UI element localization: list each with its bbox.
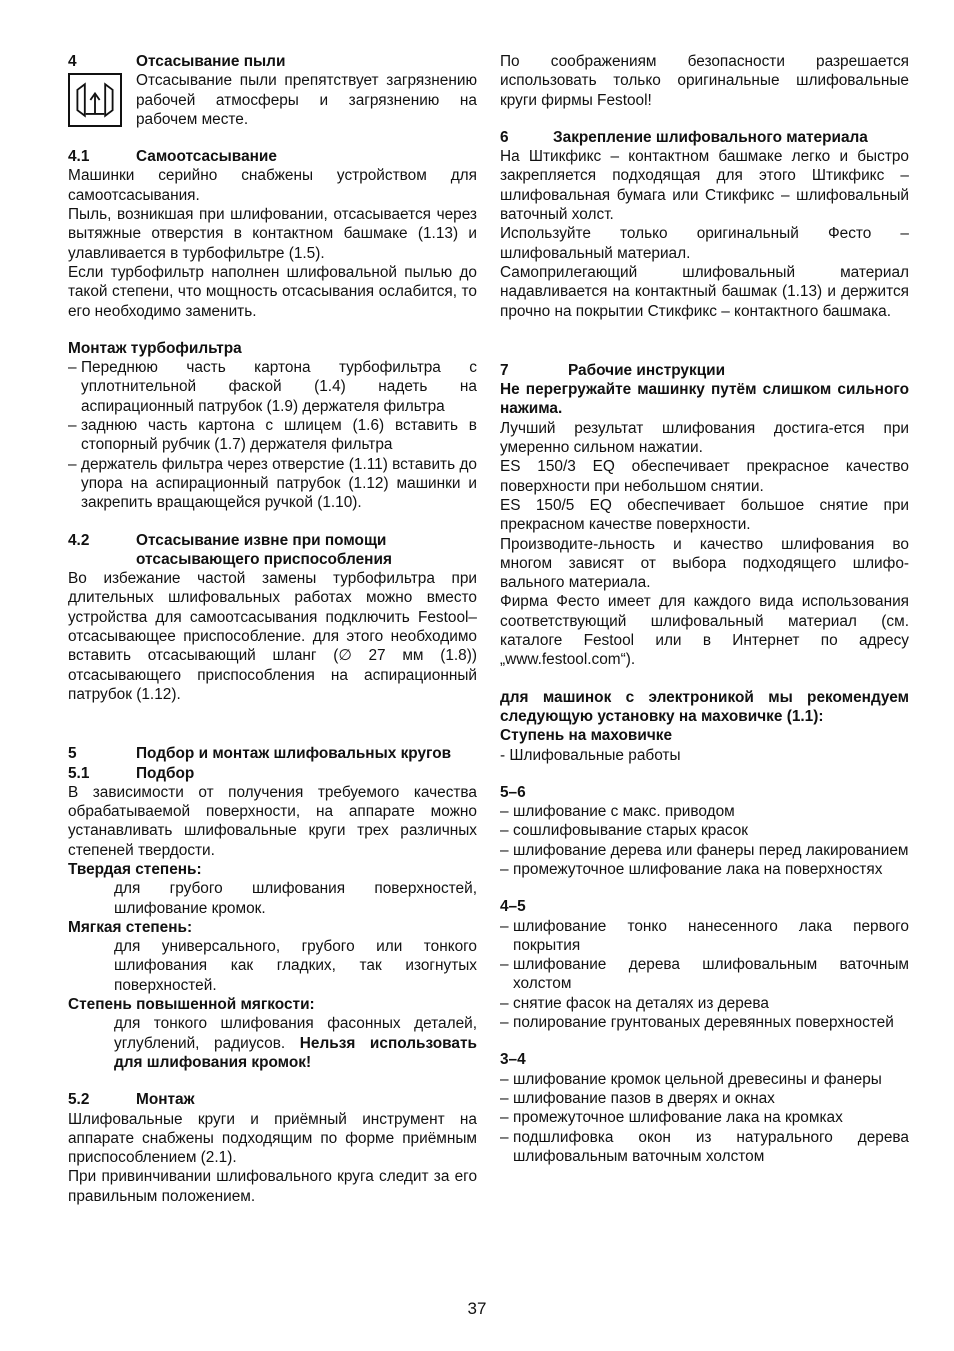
list-item: – промежуточное шлифование лака на кромках [500, 1108, 909, 1127]
soft-grade-text: для универсального, грубого или тонкого шлифования как гладких, так изогнутых поверхностей. [114, 938, 477, 994]
paragraph: ES 150/5 EQ обеспечивает большое снятие при прекрасном качестве поверхности. [500, 496, 909, 534]
extra-soft-grade-label: Степень повышенной мягкости: [68, 996, 315, 1014]
dial-setting-note: - Шлифовальные работы [500, 746, 681, 764]
list-item: – полирование грунтованых деревянных поверхностей [500, 1013, 909, 1032]
list-item: – шлифование с макс. приводом [500, 802, 909, 821]
paragraph: Шлифовальные круги и приёмный инструмент на аппарате снабжены подходящим по форме приёмным приспособлением (2.1). [68, 1110, 477, 1167]
hard-grade-label: Твердая степень: [68, 860, 202, 878]
paragraph: Используйте только оригинальный Фесто – шлифовальный материал. [500, 225, 909, 262]
list-item: – промежуточное шлифование лака на поверхностях [500, 860, 909, 879]
list-item: – шлифование дерева или фанеры перед лакированием [500, 841, 909, 860]
extra-soft-grade-text: для тонкого шлифования фасонных деталей, углублений, радиусов. Нельзя использовать для шлифования кромок! [114, 1015, 477, 1071]
paragraph: Лучший результат шлифования достига-ется при умеренно сильном нажатии. [500, 419, 909, 457]
paragraph: Фирма Фесто имеет для каждого вида использования соответствующий шлифовальный материал (см. каталоге Festool или в Интернет по адресу „www.festool.com“). [500, 593, 909, 669]
paragraph: Производите-льность и качество шлифования во многом зависят от выбора подходящего шлифо-вального материала. [500, 535, 909, 592]
section-4-heading: 4 Отсасывание пыли [68, 53, 286, 70]
safety-note: По соображениям безопасности разрешается использовать только оригинальные шлифовальные круги фирмы Festool! [500, 53, 909, 109]
right-column [500, 52, 909, 1166]
setting-3-4-label: 3–4 [500, 1051, 526, 1069]
recommendation-heading: для машинок с электроникой мы рекомендуем следующую установку на маховичке (1.1): [500, 688, 909, 725]
list-item: – держатель фильтра через отверстие (1.11) вставить до упора на аспирационный патрубок (1.12) машинки и закрепить вращающейся ручкой (1.10). [68, 455, 477, 513]
left-column [68, 52, 477, 1206]
paragraph: Самоприлегающий шлифовальный материал надавливается на контактный башмак (1.13) и держится прочно на покрытии Стикфикс – контактного башмака. [500, 263, 909, 320]
section-4-2-heading: 4.2 Отсасывание извне при помощи отсасывающего приспособления [68, 531, 392, 568]
dial-setting-label: Ступень на маховичке [500, 727, 673, 745]
paragraph: При привинчивании шлифовального круга следит за его правильным положением. [68, 1168, 477, 1205]
list-item: – сошлифовывание старых красок [500, 821, 909, 840]
section-4-text: Отсасывание пыли препятствует загрязнению рабочей атмосферы и загрязнению на рабочем месте. [136, 72, 477, 128]
paragraph: Пыль, возникшая при шлифовании, отсасывается через вытяжные отверстия в контактном башмаке (1.13) и улавливается в турбофильтре (1.5). [68, 206, 477, 262]
list-item: – заднюю часть картона с шлицем (1.6) вставить в стопорный рубчик (1.7) держателя фильтра [68, 416, 477, 455]
section-4-1-heading: 4.1 Самоотсасывание [68, 148, 277, 166]
list-item: – снятие фасок на деталях из дерева [500, 994, 909, 1013]
paragraph: Если турбофильтр наполнен шлифовальной пылью до такой степени, что мощность отсасывания ослабится, то его необходимо заменить. [68, 263, 477, 320]
paragraph: В зависимости от получения требуемого качества обрабатываемой поверхности, на аппарате можно устанавливать шлифовальные круги трех различных степеней твердости. [68, 783, 477, 859]
setting-4-5-list [500, 917, 909, 1033]
turbofilter-mount-heading: Монтаж турбофильтра [68, 339, 242, 357]
paragraph: ES 150/3 EQ обеспечивает прекрасное качество поверхности при небольшом снятии. [500, 458, 909, 495]
section-5-1-heading: 5.1 Подбор [68, 764, 195, 782]
turbofilter-mount-list [68, 358, 477, 512]
list-item: – шлифование тонко нанесенного лака первого покрытия [500, 917, 909, 956]
paragraph: Во избежание частой замены турбофильтра при длительных шлифовальных работах можно вместо устройства для самоотсасывания подключить Festool–отсасывающее приспособление. для этого необходимо вставить отсасывающий шланг (∅ 27 мм (1.8)) отсасывающего приспособления на аспирационный патрубок (1.12). [68, 570, 477, 703]
paragraph: Машинки серийно снабжены устройством для самоотсасывания. [68, 167, 477, 204]
setting-5-6-list [500, 802, 909, 879]
setting-4-5-label: 4–5 [500, 898, 526, 916]
paragraph: На Штикфикс – контактном башмаке легко и быстро закрепляется подходящая для этого Штикфикс – шлифовальная бумага или Стикфикс – шлифовальный ваточный холст. [500, 148, 909, 224]
dust-extraction-icon [68, 73, 122, 127]
extra-soft-warning: Нельзя использовать для шлифования кромок! [114, 1034, 477, 1071]
list-item: – Переднюю часть картона турбофильтра с уплотнительной фаской (1.4) надеть на аспирационный патрубок (1.9) держателя фильтра [68, 358, 477, 416]
list-item: – шлифование пазов в дверях и окнах [500, 1089, 909, 1108]
setting-5-6-label: 5–6 [500, 783, 526, 801]
list-item: – шлифование дерева шлифовальным ваточным холстом [500, 955, 909, 994]
hard-grade-text: для грубого шлифования поверхностей, шлифование кромок. [114, 880, 477, 917]
soft-grade-label: Мягкая степень: [68, 918, 193, 936]
section-5-2-heading: 5.2 Монтаж [68, 1091, 195, 1109]
setting-3-4-list [500, 1070, 909, 1166]
section-6-heading: 6 Закрепление шлифовального материала [500, 128, 868, 146]
list-item: – шлифование кромок цельной древесины и фанеры [500, 1070, 909, 1089]
pressure-warning: Не перегружайте машинку путём слишком сильного нажима. [500, 381, 909, 418]
list-item: – подшлифовка окон из натурального дерева шлифовальным ваточным холстом [500, 1128, 909, 1167]
section-7-heading: 7 Рабочие инструкции [500, 361, 726, 379]
page-number: 37 [467, 1299, 487, 1318]
section-4-intro [68, 71, 477, 129]
section-5-heading: 5 Подбор и монтаж шлифовальных кругов [68, 745, 452, 763]
